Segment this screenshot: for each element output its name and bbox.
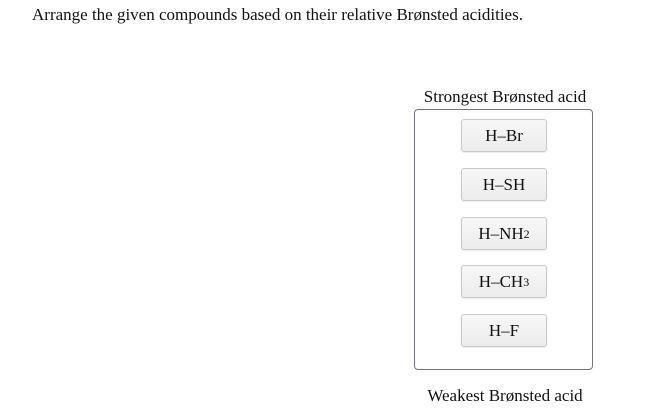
question-instruction: Arrange the given compounds based on their relative Brønsted acidities.	[32, 5, 523, 24]
ranking-drop-zone[interactable]	[414, 109, 593, 370]
compound-tile-hsh[interactable]	[461, 168, 547, 201]
compound-tile-hf[interactable]	[461, 314, 547, 347]
weakest-acid-label: Weakest Brønsted acid	[427, 386, 583, 405]
compound-formula: H–CH	[478, 271, 524, 291]
compound-formula: H–F	[488, 320, 520, 340]
compound-tile-hch3[interactable]: H–CH 3	[461, 265, 547, 298]
compound-formula: H–Br	[485, 125, 523, 145]
strongest-acid-label: Strongest Brønsted acid	[423, 87, 587, 106]
compound-tile-hnh2[interactable]: H–NH 2	[461, 217, 547, 250]
compound-formula: H–NH	[478, 223, 524, 243]
compound-tile-hbr[interactable]	[461, 119, 547, 152]
compound-formula: H–SH	[482, 174, 526, 194]
